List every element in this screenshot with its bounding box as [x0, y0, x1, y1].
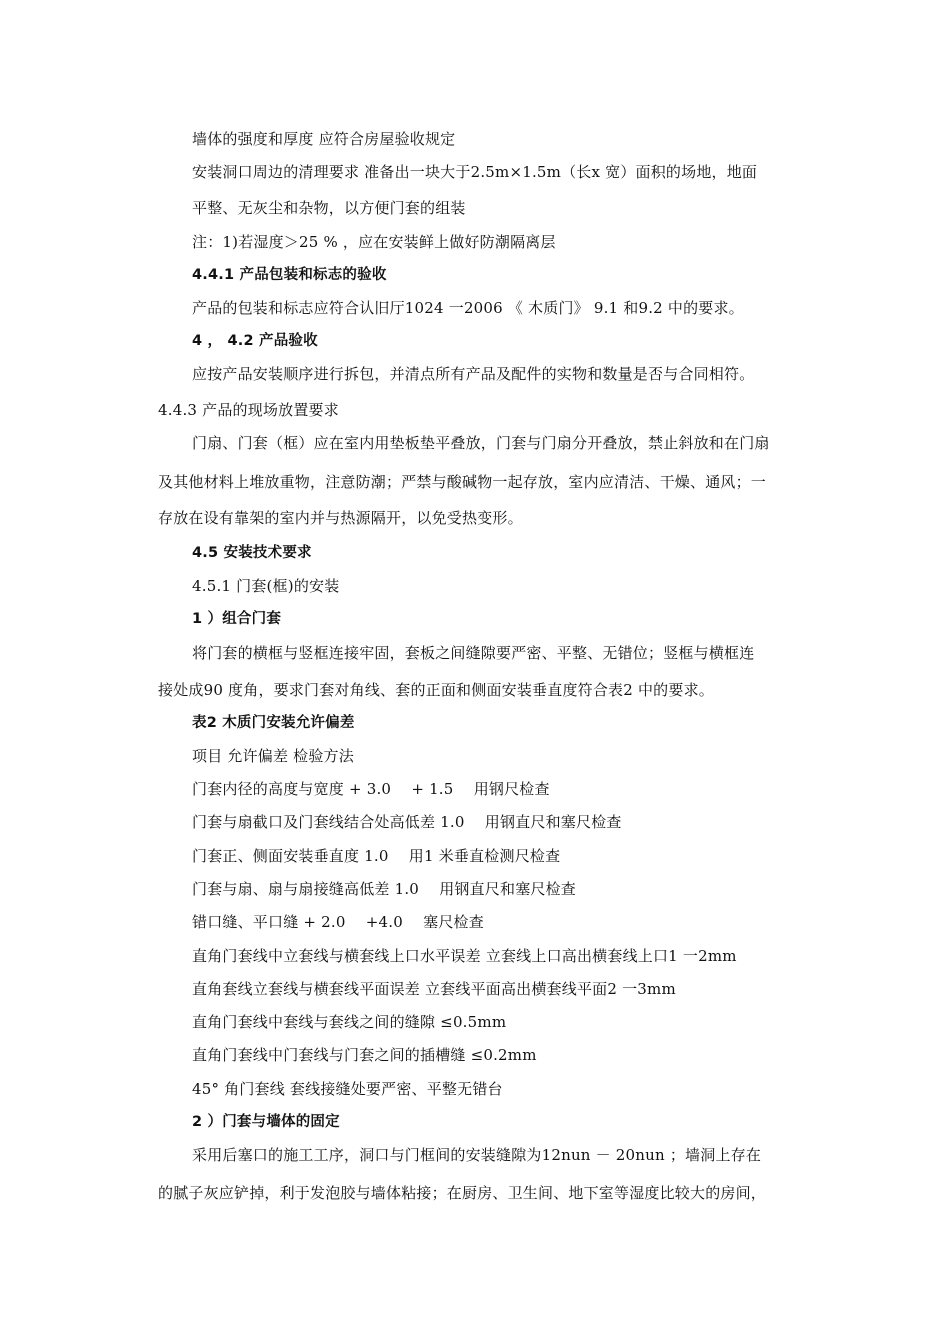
- body-line: 墙体的强度和厚度 应符合房屋验收规定: [192, 130, 456, 148]
- table-row-line: 直角门套线中门套线与门套之间的插槽缝 ≤0.2mm: [192, 1046, 537, 1064]
- body-line: 平整、无灰尘和杂物，以方便门套的组装: [192, 199, 466, 217]
- subsection-heading: 4.5.1 门套(框)的安装: [192, 577, 340, 595]
- table-row-line: 门套与扇截口及门套线结合处高低差 1.0 用钢直尺和塞尺检查: [192, 813, 622, 831]
- table-row-line: 直角套线立套线与横套线平面误差 立套线平面高出横套线平面2 一3mm: [192, 980, 676, 998]
- body-line: 接处成90 度角，要求门套对角线、套的正面和侧面安装垂直度符合表2 中的要求。: [158, 681, 714, 699]
- section-heading: 4.5 安装技术要求: [192, 545, 312, 561]
- note-line: 注：1)若湿度＞25 % ，应在安装鲜上做好防潮隔离层: [192, 233, 556, 251]
- section-heading: 4 ， 4.2 产品验收: [192, 333, 318, 349]
- table-title: 表2 木质门安装允许偏差: [192, 715, 355, 731]
- body-line: 产品的包装和标志应符合认旧厅1024 一2006 《 木质门》 9.1 和9.2 中的要求。: [192, 299, 744, 317]
- section-heading: 4.4.1 产品包装和标志的验收: [192, 267, 387, 283]
- table-header-line: 项目 允许偏差 检验方法: [192, 747, 354, 765]
- body-line: 安装洞口周边的清理要求 准备出一块大于2.5m×1.5m（长x 宽）面积的场地，地面: [192, 163, 758, 181]
- table-row-line: 门套内径的高度与宽度 + 3.0 + 1.5 用钢尺检查: [192, 780, 550, 798]
- table-row-line: 错口缝、平口缝 + 2.0 +4.0 塞尺检查: [192, 913, 484, 931]
- table-row-line: 门套正、侧面安装垂直度 1.0 用1 米垂直检测尺检查: [192, 847, 561, 865]
- table-row-line: 45° 角门套线 套线接缝处要严密、平整无错台: [192, 1080, 503, 1098]
- table-row-line: 直角门套线中立套线与横套线上口水平误差 立套线上口高出横套线上口1 一2mm: [192, 947, 737, 965]
- section-heading: 4.4.3 产品的现场放置要求: [158, 401, 339, 419]
- table-row-line: 直角门套线中套线与套线之间的缝隙 ≤0.5mm: [192, 1013, 507, 1031]
- subsection-heading: 2 ）门套与墙体的固定: [192, 1114, 340, 1130]
- body-line: 应按产品安装顺序进行拆包，并清点所有产品及配件的实物和数量是否与合同相符。: [192, 365, 755, 383]
- subsection-heading: 1 ）组合门套: [192, 611, 282, 627]
- body-line: 将门套的横框与竖框连接牢固，套板之间缝隙要严密、平整、无错位；竖框与横框连: [192, 644, 755, 662]
- body-line: 采用后塞口的施工工序，洞口与门框间的安装缝隙为12nun － 20nun ；墙洞上存在: [192, 1146, 762, 1164]
- body-line: 存放在设有靠架的室内并与热源隔开，以免受热变形。: [158, 509, 523, 527]
- table-row-line: 门套与扇、扇与扇接缝高低差 1.0 用钢直尺和塞尺检查: [192, 880, 576, 898]
- body-line: 的腻子灰应铲掉，利于发泡胶与墙体粘接；在厨房、卫生间、地下室等湿度比较大的房间，: [158, 1184, 767, 1202]
- body-line: 门扇、门套（框）应在室内用垫板垫平叠放，门套与门扇分开叠放，禁止斜放和在门扇: [192, 434, 770, 452]
- body-line: 及其他材料上堆放重物，注意防潮；严禁与酸碱物一起存放，室内应清洁、干燥、通风；一: [158, 473, 767, 491]
